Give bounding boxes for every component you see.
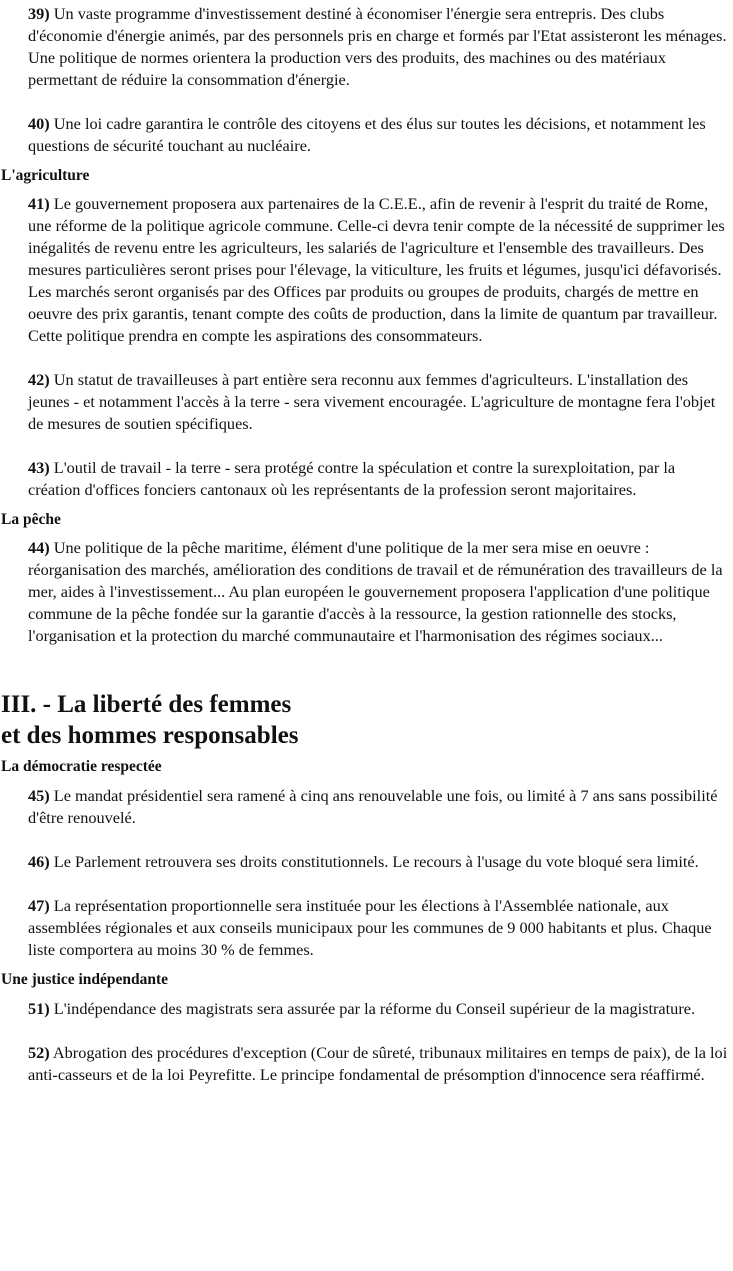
section-heading-justice: Une justice indépendante: [1, 971, 169, 988]
proposal-45: [0, 785, 733, 829]
proposal-number: 45): [28, 786, 50, 805]
proposal-text: Abrogation des procédures d'exception (Cour de sûreté, tribunaux militaires en temps de paix), de la loi anti-casseurs et de la loi Peyrefitte. Le principe fondamental de présomption d'innocence sera réaffirmé.: [28, 1043, 728, 1084]
proposal-text: La représentation proportionnelle sera instituée pour les élections à l'Assemblée nationale, aux assemblées régionales et aux conseils municipaux pour les communes de 9 000 habitants et plus. Chaque liste comportera au moins 30 % de femmes.: [28, 896, 712, 959]
proposal-43: [0, 457, 733, 501]
proposal-text: L'indépendance des magistrats sera assurée par la réforme du Conseil supérieur de la magistrature.: [49, 999, 696, 1018]
proposal-number: 41): [28, 194, 50, 213]
proposal-text: Un statut de travailleuses à part entière sera reconnu aux femmes d'agriculteurs. L'installation des jeunes - et notamment l'accès à la terre - sera vivement encouragée. L'agriculture de montagne fera l'objet de mesures de soutien spécifiques.: [28, 370, 716, 433]
proposal-number: 51): [28, 999, 50, 1018]
section-heading-agriculture: L'agriculture: [1, 167, 90, 184]
chapter-title: [0, 689, 733, 751]
proposal-number: 42): [28, 370, 50, 389]
proposal-text: L'outil de travail - la terre - sera protégé contre la spéculation et contre la surexploitation, par la création d'offices fonciers cantonaux où les représentants de la profession seront majoritaires.: [28, 458, 676, 499]
proposal-text: Le gouvernement proposera aux partenaires de la C.E.E., afin de revenir à l'esprit du traité de Rome, une réforme de la politique agricole commune. Celle-ci devra tenir compte de la nécessité de supprimer les inégalités de revenu entre les agriculteurs, les salariés de l'agriculture et l'ensemble des travailleurs. Des mesures particulières seront prises pour l'élevage, la viticulture, les fruits et légumes, jusqu'ici défavorisés. Les marchés seront organisés par des Offices par produits ou groupes de produits, chargés de mettre en oeuvre des prix garantis, tenant compte des coûts de production, dans la limite de quantum par travailleur. Cette politique prendra en compte les aspirations des consommateurs.: [28, 194, 725, 345]
proposal-number: 47): [28, 896, 50, 915]
proposal-number: 44): [28, 538, 50, 557]
proposal-number: 39): [28, 4, 50, 23]
proposal-51: [0, 998, 733, 1020]
proposal-text: Une politique de la pêche maritime, élément d'une politique de la mer sera mise en oeuvre : réorganisation des marchés, amélioration des conditions de travail et de rémunération des travailleurs de la mer, aides à l'investissement... Au plan européen le gouvernement proposera l'application d'une politique commune de la pêche fondée sur la garantie d'accès à la ressource, la gestion rationnelle des stocks, l'organisation et la protection du marché communautaire et l'harmonisation des régimes sociaux...: [28, 538, 723, 645]
chapter-title-line-1: III. - La liberté des femmes: [1, 691, 292, 718]
proposal-number: 40): [28, 114, 50, 133]
proposal-text: Un vaste programme d'investissement destiné à économiser l'énergie sera entrepris. Des clubs d'économie d'énergie animés, par des personnels pris en charge et formés par l'Etat assisteront les ménages. Une politique de normes orientera la production vers des produits, des machines ou des matériaux permettant de réduire la consommation d'énergie.: [28, 4, 727, 89]
proposal-46: [0, 851, 733, 873]
proposal-47: [0, 895, 733, 961]
proposal-text: Une loi cadre garantira le contrôle des citoyens et des élus sur toutes les décisions, et notamment les questions de sécurité touchant au nucléaire.: [28, 114, 706, 155]
section-heading-peche: La pêche: [1, 511, 61, 528]
proposal-44: [0, 537, 733, 647]
proposal-42: [0, 369, 733, 435]
section-heading-democratie: La démocratie respectée: [1, 758, 162, 775]
proposal-number: 43): [28, 458, 50, 477]
proposal-40: [0, 113, 733, 157]
proposal-39: [0, 3, 733, 91]
proposal-text: Le mandat présidentiel sera ramené à cinq ans renouvelable une fois, ou limité à 7 ans sans possibilité d'être renouvelé.: [28, 786, 718, 827]
chapter-title-line-2: et des hommes responsables: [1, 722, 299, 749]
proposal-text: Le Parlement retrouvera ses droits constitutionnels. Le recours à l'usage du vote bloqué sera limité.: [49, 852, 699, 871]
proposal-52: [0, 1042, 733, 1086]
proposal-number: 52): [28, 1043, 50, 1062]
proposal-number: 46): [28, 852, 50, 871]
proposal-41: [0, 193, 733, 347]
